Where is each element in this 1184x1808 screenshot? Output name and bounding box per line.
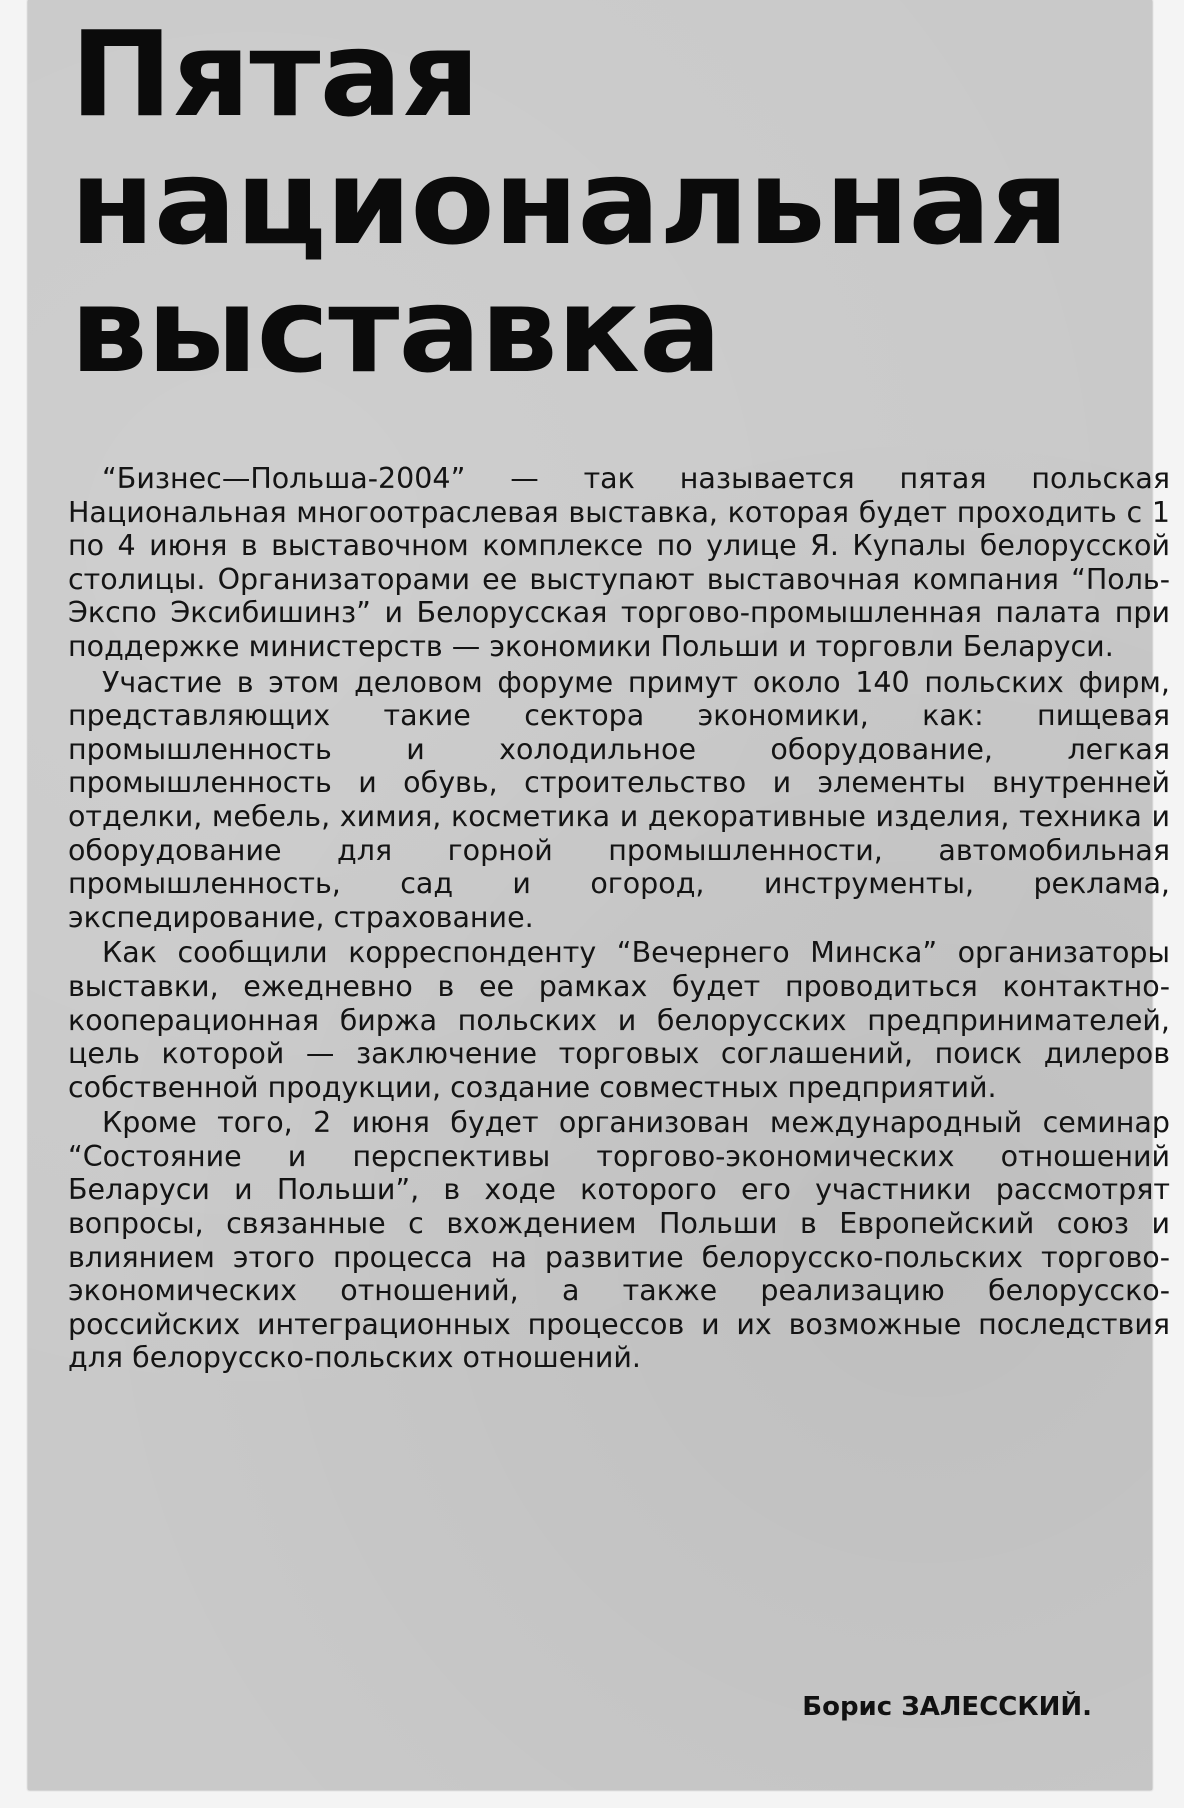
article-byline: Борис ЗАЛЕССКИЙ. [802,1692,1092,1722]
newspaper-clipping [28,0,1170,1790]
headline-line-3: выставка [70,261,721,399]
article-paragraph-2: Участие в этом деловом форуме примут около 140 польских фирм, представляющих такие сектора экономики, как: пищевая промышленность и холодильное оборудование, легкая промышленность и обувь, строительство и элементы внутренней отделки, мебель, химия, косметика и декоративные изделия, техника и оборудование для горной промышленности, автомобильная промышленность, сад и огород, инструменты, реклама, экспедирование, страхование. [68,665,1170,934]
article-headline [70,5,1172,399]
article-paragraph-3: Как сообщили корреспонденту “Вечернего Минска” организаторы выставки, ежедневно в ее рамках будет проводиться контактно-кооперационная биржа польских и белорусских предпринимателей, цель которой — заключение торговых соглашений, поиск дилеров собственной продукции, создание совместных предприятий. [68,936,1170,1104]
headline-line-1: Пятая [70,5,480,143]
article-paragraph-4: Кроме того, 2 июня будет организован международный семинар “Состояние и перспективы торгово-экономических отношений Беларуси и Польши”, в ходе которого его участники рассмотрят вопросы, связанные с вхождением Польши в Европейский союз и влиянием этого процесса на развитие белорусско-польских торгово-экономических отношений, а также реализацию белорусско-российских интеграционных процессов и их возможные последствия для белорусско-польских отношений. [68,1106,1170,1375]
headline-line-2: национальная [70,133,1068,271]
article-body [68,462,1170,1377]
article-paragraph-1: “Бизнес—Польша-2004” — так называется пятая польская Национальная многоотраслевая выставка, которая будет проходить с 1 по 4 июня в выставочном комплексе по улице Я. Купалы белорусской столицы. Организаторами ее выступают выставочная компания “Поль-Экспо Эксибишинз” и Белорусская торгово-промышленная палата при поддержке министерств — экономики Польши и торговли Беларуси. [68,462,1170,663]
